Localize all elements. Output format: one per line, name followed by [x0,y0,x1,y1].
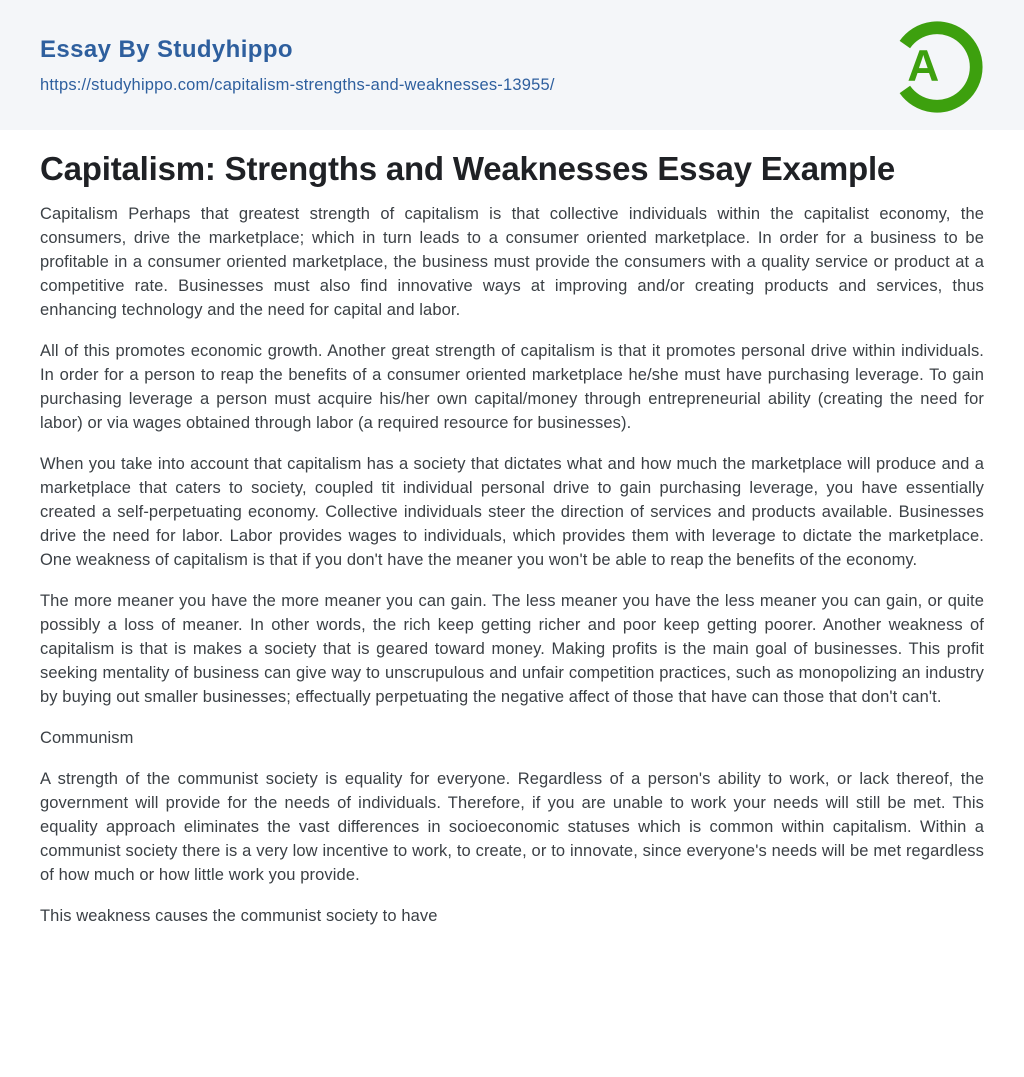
essay-paragraph: A strength of the communist society is equality for everyone. Regardless of a person's ability to work, or lack thereof, the government will provide for the needs of individuals. Therefore, if you are unable to work your needs will still be met. This equality approach eliminates the vast differences in socioeconomic statuses which is common within capitalism. Within a communist society there is a very low incentive to work, to create, or to innovate, since everyone's needs will be met regardless of how much or how little work you provide. [40,769,984,884]
page-header [0,0,1024,130]
header-text-block [40,36,555,95]
essay-paragraph: Communism [40,728,134,747]
essay-body [40,202,984,928]
essay-paragraph: The more meaner you have the more meaner you can gain. The less meaner you have the less meaner you can gain, or quite possibly a loss of meaner. In other words, the rich keep getting richer and poor keep getting poorer. Another weakness of capitalism is that is makes a society that is geared toward money. Making profits is the main goal of businesses. This profit seeking mentality of business can give way to unscrupulous and unfair competition practices, such as monopolizing an industry by buying out smaller businesses; effectually perpetuating the negative affect of those that have can those that don't can't. [40,591,984,706]
page-title: Capitalism: Strengths and Weaknesses Essay Example [40,150,896,187]
logo-letter: A [907,42,940,92]
studyhippo-logo [888,18,986,116]
essay-paragraph: All of this promotes economic growth. Another great strength of capitalism is that it promotes personal drive within individuals. In order for a person to reap the benefits of a consumer oriented marketplace he/she must have purchasing leverage. To gain purchasing leverage a person must acquire his/her own capital/money through entrepreneurial ability (creating the need for labor) or via wages obtained through labor (a required resource for businesses). [40,341,984,432]
essay-paragraph: Capitalism Perhaps that greatest strength of capitalism is that collective individuals within the capitalist economy, the consumers, drive the marketplace; which in turn leads to a consumer oriented marketplace. In order for a business to be profitable in a consumer oriented marketplace, the business must provide the consumers with a quality service or product at a competitive rate. Businesses must also find innovative ways at improving and/or creating products and services, thus enhancing technology and the need for capital and labor. [40,204,984,319]
essay-page [0,130,1024,958]
page-url-link[interactable]: https://studyhippo.com/capitalism-strengths-and-weaknesses-13955/ [40,75,555,94]
essay-paragraph: This weakness causes the communist society to have [40,906,438,925]
logo-circle-icon [888,18,986,116]
essay-paragraph: When you take into account that capitalism has a society that dictates what and how much the marketplace will produce and a marketplace that caters to society, coupled tit individual personal drive to gain purchasing leverage, you have essentially created a self-perpetuating economy. Collective individuals steer the direction of services and products available. Businesses drive the need for labor. Labor provides wages to individuals, which provides them with leverage to dictate the marketplace. One weakness of capitalism is that if you don't have the meaner you won't be able to reap the benefits of the economy. [40,454,984,569]
site-title: Essay By Studyhippo [40,35,293,63]
